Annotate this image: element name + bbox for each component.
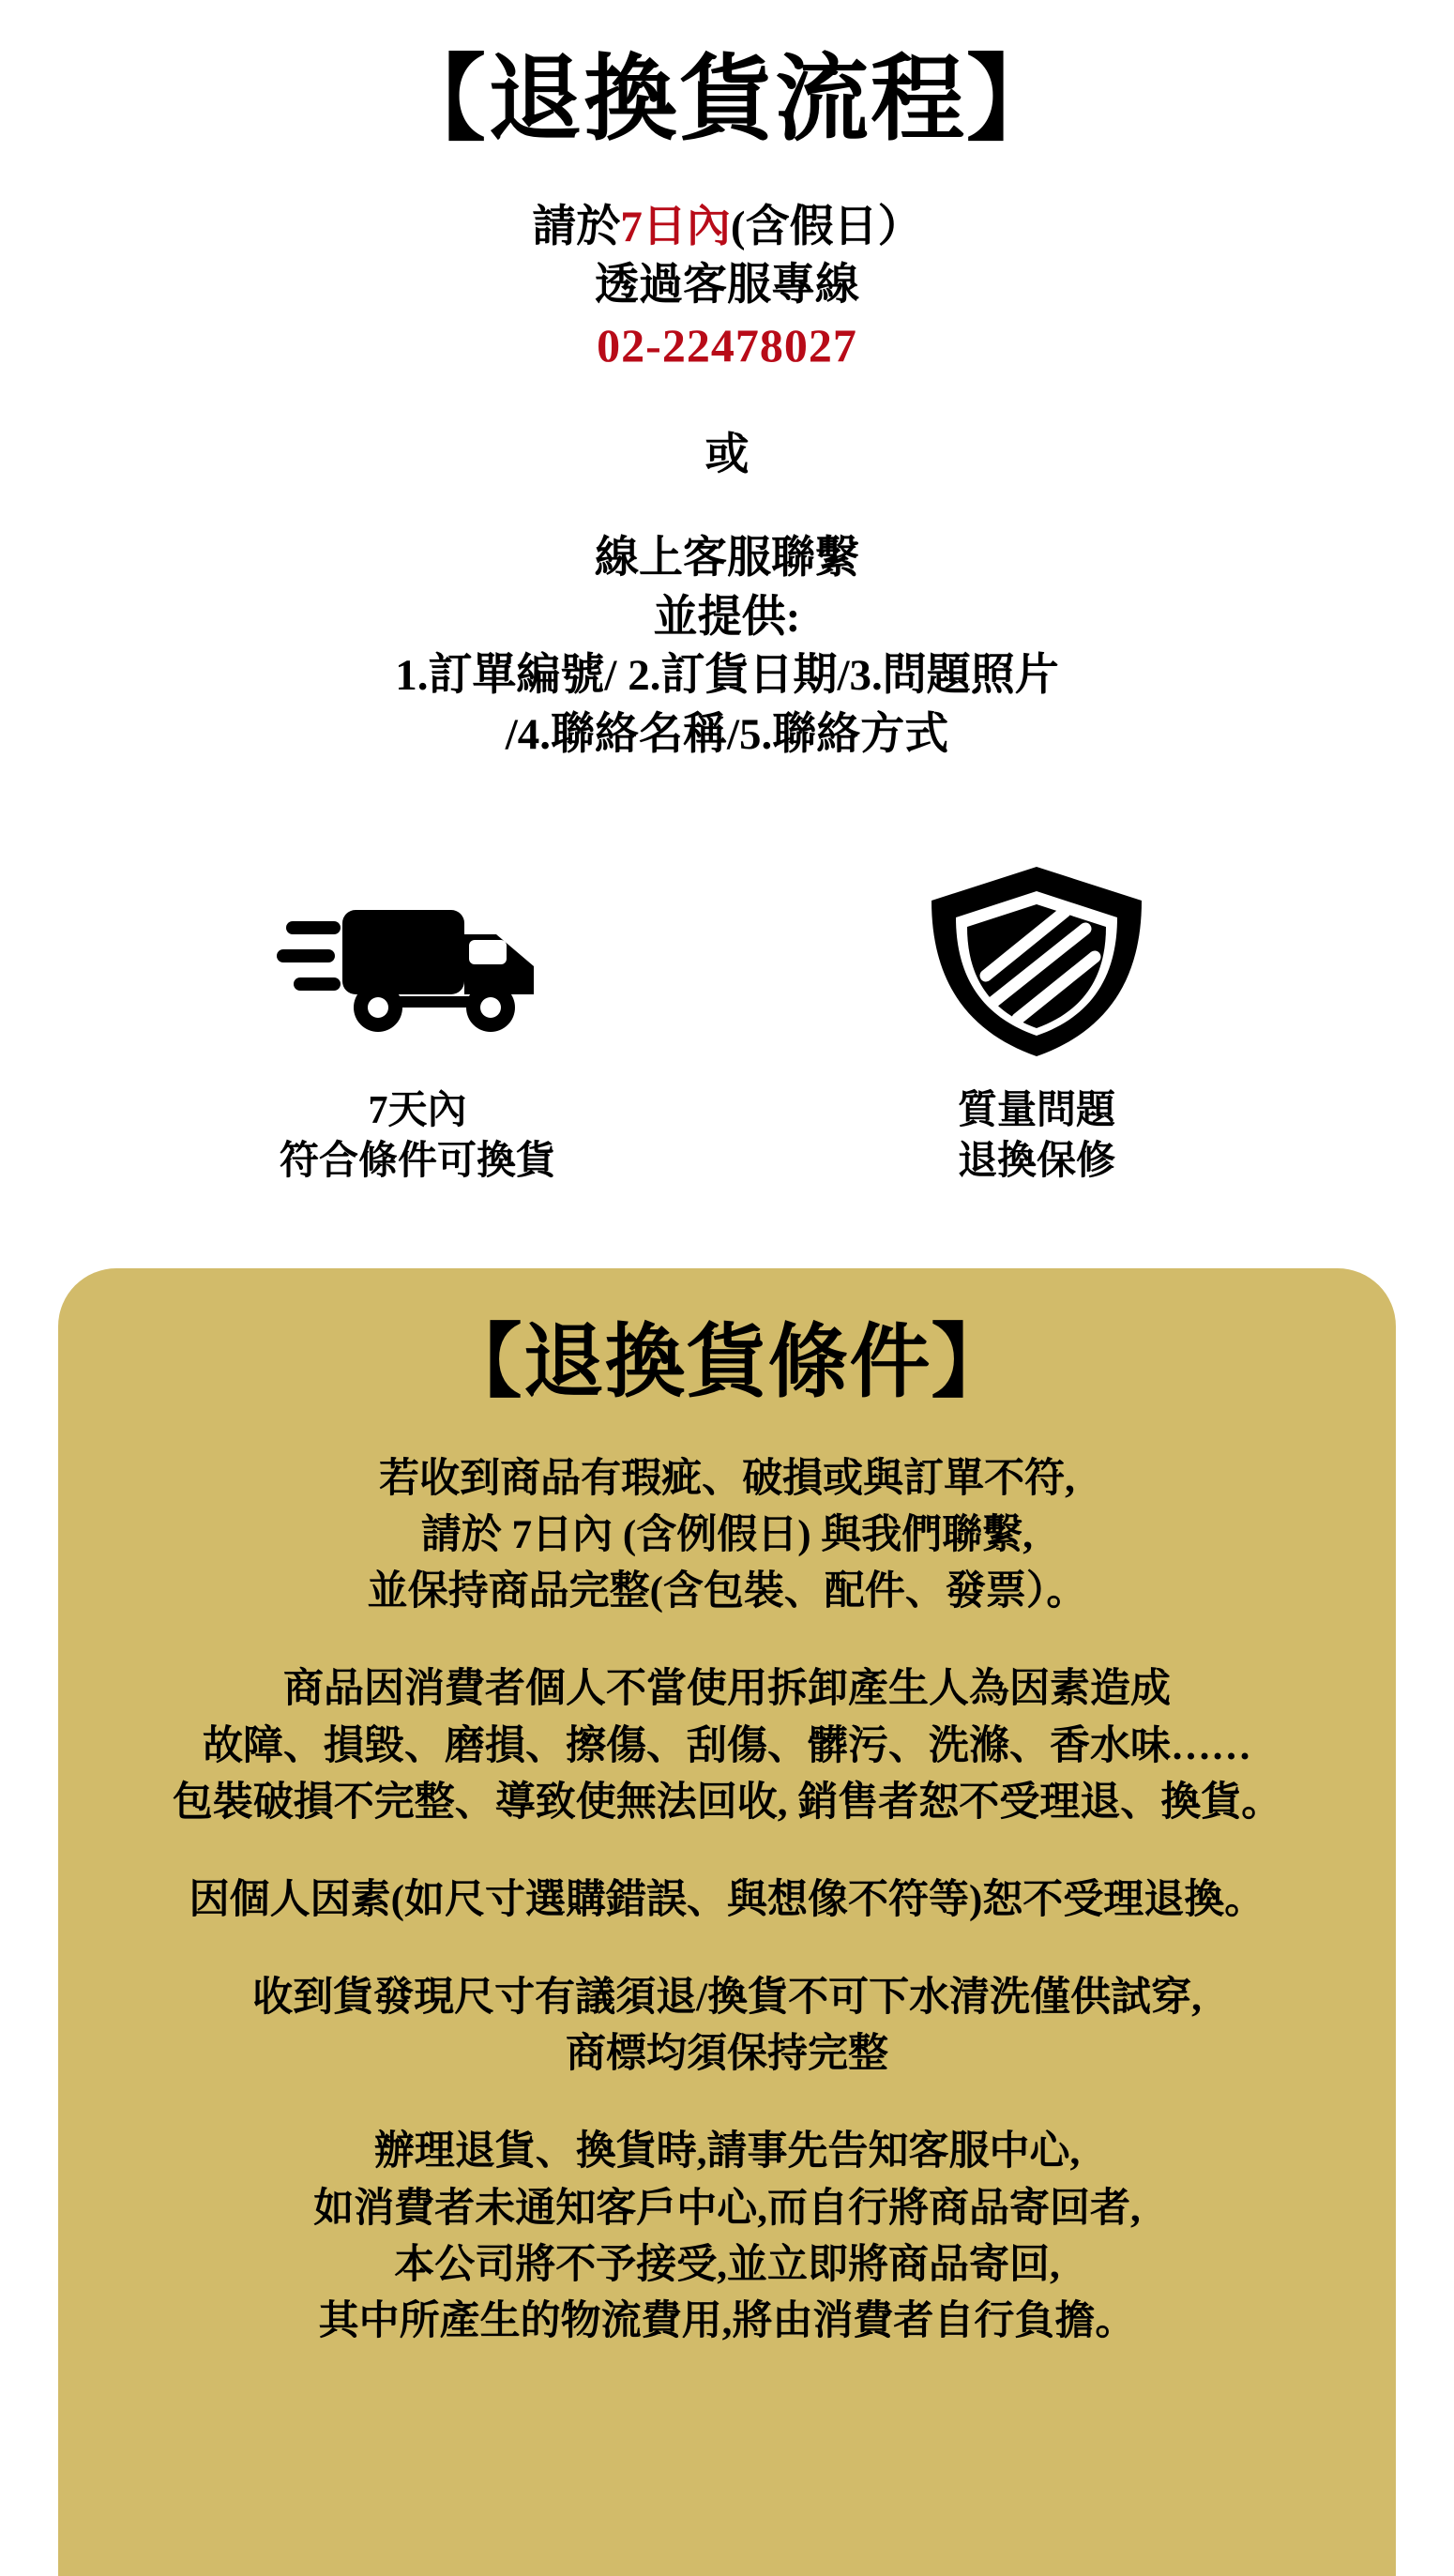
condition-group (86, 1451, 1368, 1621)
online-support-label: 線上客服聯繫 (595, 534, 859, 583)
deadline-accent: 7日內 (620, 203, 731, 251)
condition-line: 商品因消費者個人不當使用拆卸產生人為因素造成 (283, 1667, 1171, 1712)
condition-line: 其中所產生的物流費用,將由消費者自行負擔。 (318, 2299, 1136, 2343)
conditions-panel (58, 1268, 1396, 2576)
page-title: 【退換貨流程】 (392, 43, 1062, 154)
spacer (0, 482, 1454, 529)
feature-warranty-caption (868, 1086, 1205, 1188)
feature-exchange-line-1: 7天內 (368, 1089, 467, 1133)
or-separator: 或 (704, 431, 750, 480)
condition-group (86, 2124, 1368, 2350)
deadline-prefix: 請於 (532, 203, 621, 251)
feature-warranty-line-2: 退換保修 (957, 1139, 1115, 1183)
condition-line: 本公司將不予接受,並立即將商品寄回, (394, 2242, 1060, 2287)
features-row (0, 854, 1454, 1188)
spacer (0, 376, 1454, 419)
provide-items-line-1: 1.訂單編號/ 2.訂貨日期/3.問題照片 (395, 651, 1059, 701)
provide-label: 並提供: (653, 592, 801, 642)
condition-group (86, 1872, 1368, 1929)
hotline-number: 02-22478027 (597, 319, 857, 372)
online-support-block (0, 529, 1454, 764)
condition-line: 請於 7日內 (含例假日) 與我們聯繫, (420, 1512, 1034, 1557)
feature-exchange-line-2: 符合條件可換貨 (279, 1139, 555, 1183)
condition-line: 商標均須保持完整 (566, 2032, 888, 2077)
feature-warranty (868, 854, 1205, 1188)
provide-items-line-2: /4.聯絡名稱/5.聯絡方式 (505, 709, 949, 759)
deadline-suffix: (含假日） (730, 203, 922, 251)
conditions-title: 【退換貨條件】 (441, 1313, 1013, 1409)
condition-line: 收到貨發現尺寸有議須退/換貨不可下水清洗僅供試穿, (252, 1976, 1202, 2021)
deadline-line (0, 198, 1454, 256)
hotline-label: 透過客服專線 (595, 261, 859, 311)
contact-block (0, 198, 1454, 376)
feature-exchange-caption (249, 1086, 586, 1188)
shield-check-icon (868, 854, 1205, 1069)
condition-line: 故障、損毀、磨損、擦傷、刮傷、髒污、洗滌、香水味…… (203, 1723, 1251, 1768)
process-section (0, 0, 1454, 1188)
feature-exchange (249, 854, 586, 1188)
condition-line: 如消費者未通知客戶中心,而自行將商品寄回者, (313, 2186, 1141, 2231)
condition-group (86, 1661, 1368, 1831)
feature-warranty-line-1: 質量問題 (957, 1089, 1115, 1133)
condition-line: 並保持商品完整(含包裝、配件、發票）。 (367, 1569, 1087, 1614)
condition-line: 辦理退貨、換貨時,請事先告知客服中心, (373, 2129, 1081, 2174)
condition-line: 因個人因素(如尺寸選購錯誤、與想像不符等)恕不受理退換。 (189, 1877, 1265, 1922)
condition-group (86, 1970, 1368, 2083)
condition-line: 包裝破損不完整、導致使無法回收, 銷售者恕不受理退、換貨。 (172, 1780, 1282, 1825)
delivery-truck-icon (249, 854, 586, 1069)
condition-line: 若收到商品有瑕疵、破損或與訂單不符, (379, 1456, 1075, 1501)
